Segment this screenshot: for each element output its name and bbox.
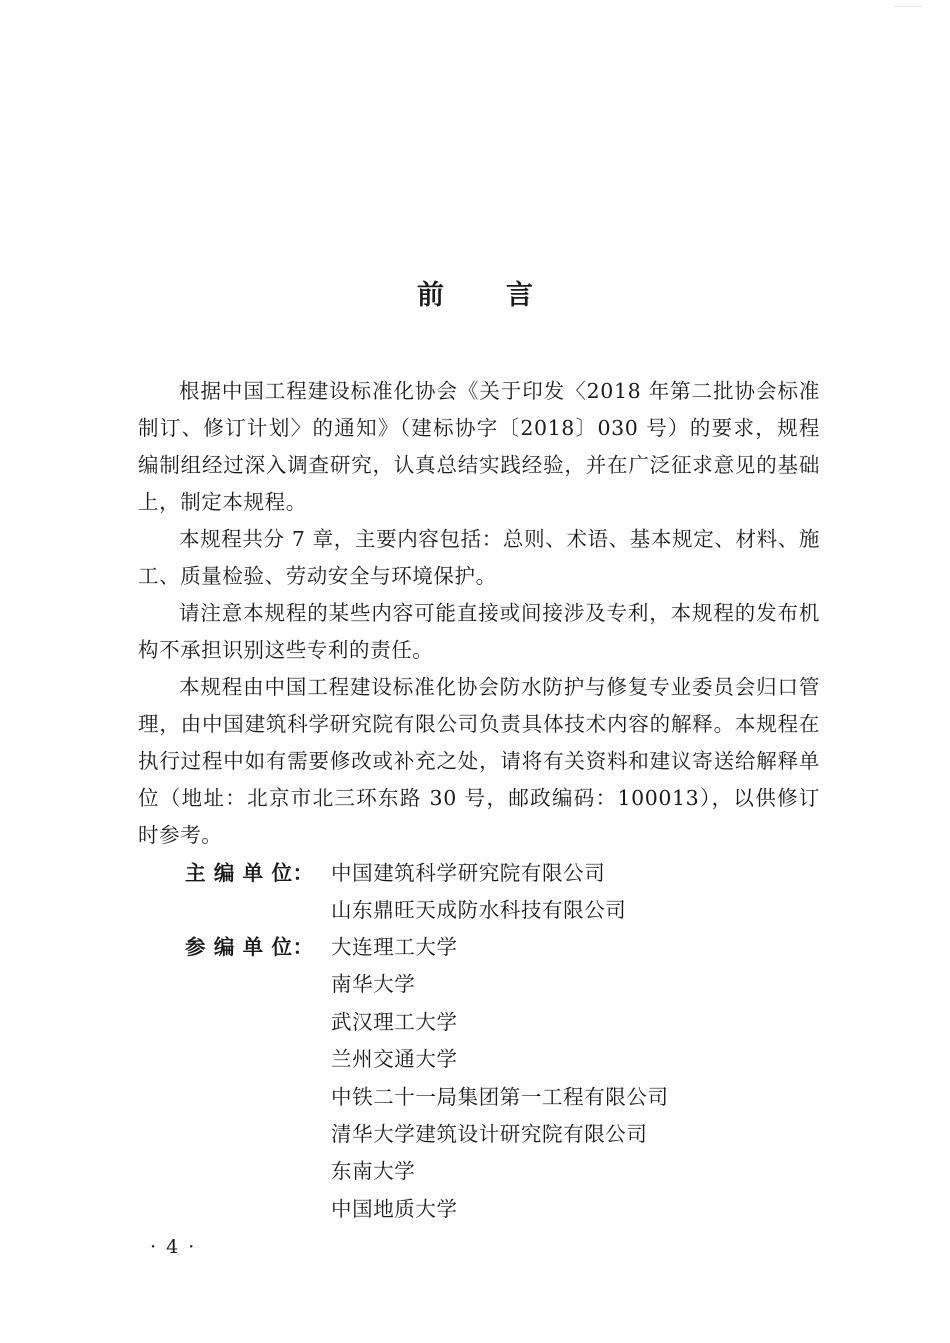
unit-name: 清华大学建筑设计研究院有限公司: [331, 1122, 648, 1147]
page-number: · 4 ·: [150, 1236, 197, 1258]
participating-label: 参 编 单 位：: [185, 935, 314, 959]
page-title: 前言: [417, 280, 595, 312]
unit-name: 大连理工大学: [331, 935, 458, 959]
participating-list: [331, 929, 825, 1228]
chief-editor-label: 主 编 单 位：: [185, 861, 314, 885]
paragraph-management: 本规程由中国工程建设标准化协会防水防护与修复专业委员会归口管理，由中国建筑科学研究院有限公司负责具体技术内容的解释。本规程在执行过程中如有需要修改或补充之处，请将有关资料和建议寄送给解释单位（地址：北京市北三环东路 30 号，邮政编码：100013），以供修订时参考。: [138, 675, 820, 847]
unit-name: 中国地质大学: [331, 1196, 458, 1221]
unit-name: 东南大学: [331, 1159, 416, 1184]
scan-mark: [894, 6, 922, 13]
paragraph-contents: 本规程共分 7 章，主要内容包括：总则、术语、基本规定、材料、施工、质量检验、劳动安全与环境保护。: [138, 527, 820, 588]
participating-units: [185, 929, 825, 1228]
chief-editor-list: [331, 855, 825, 930]
preface-body: [138, 373, 820, 854]
unit-name: 兰州交通大学: [331, 1047, 458, 1072]
paragraph-basis: 根据中国工程建设标准化协会《关于印发〈2018 年第二批协会标准制订、修订计划〉的通知》（建标协字〔2018〕030 号）的要求，规程编制组经过深入调查研究，认真总结实践经验，并在广泛征求意见的基础上，制定本规程。: [138, 379, 820, 514]
unit-name: 中铁二十一局集团第一工程有限公司: [331, 1084, 669, 1109]
chief-editor-units: [185, 855, 825, 930]
unit-name: 山东鼎旺天成防水科技有限公司: [331, 898, 627, 923]
unit-name: 南华大学: [331, 972, 416, 997]
unit-name: 中国建筑科学研究院有限公司: [331, 861, 606, 885]
paragraph-patent-notice: 请注意本规程的某些内容可能直接或间接涉及专利，本规程的发布机构不承担识别这些专利的责任。: [138, 601, 820, 662]
unit-name: 武汉理工大学: [331, 1009, 458, 1034]
